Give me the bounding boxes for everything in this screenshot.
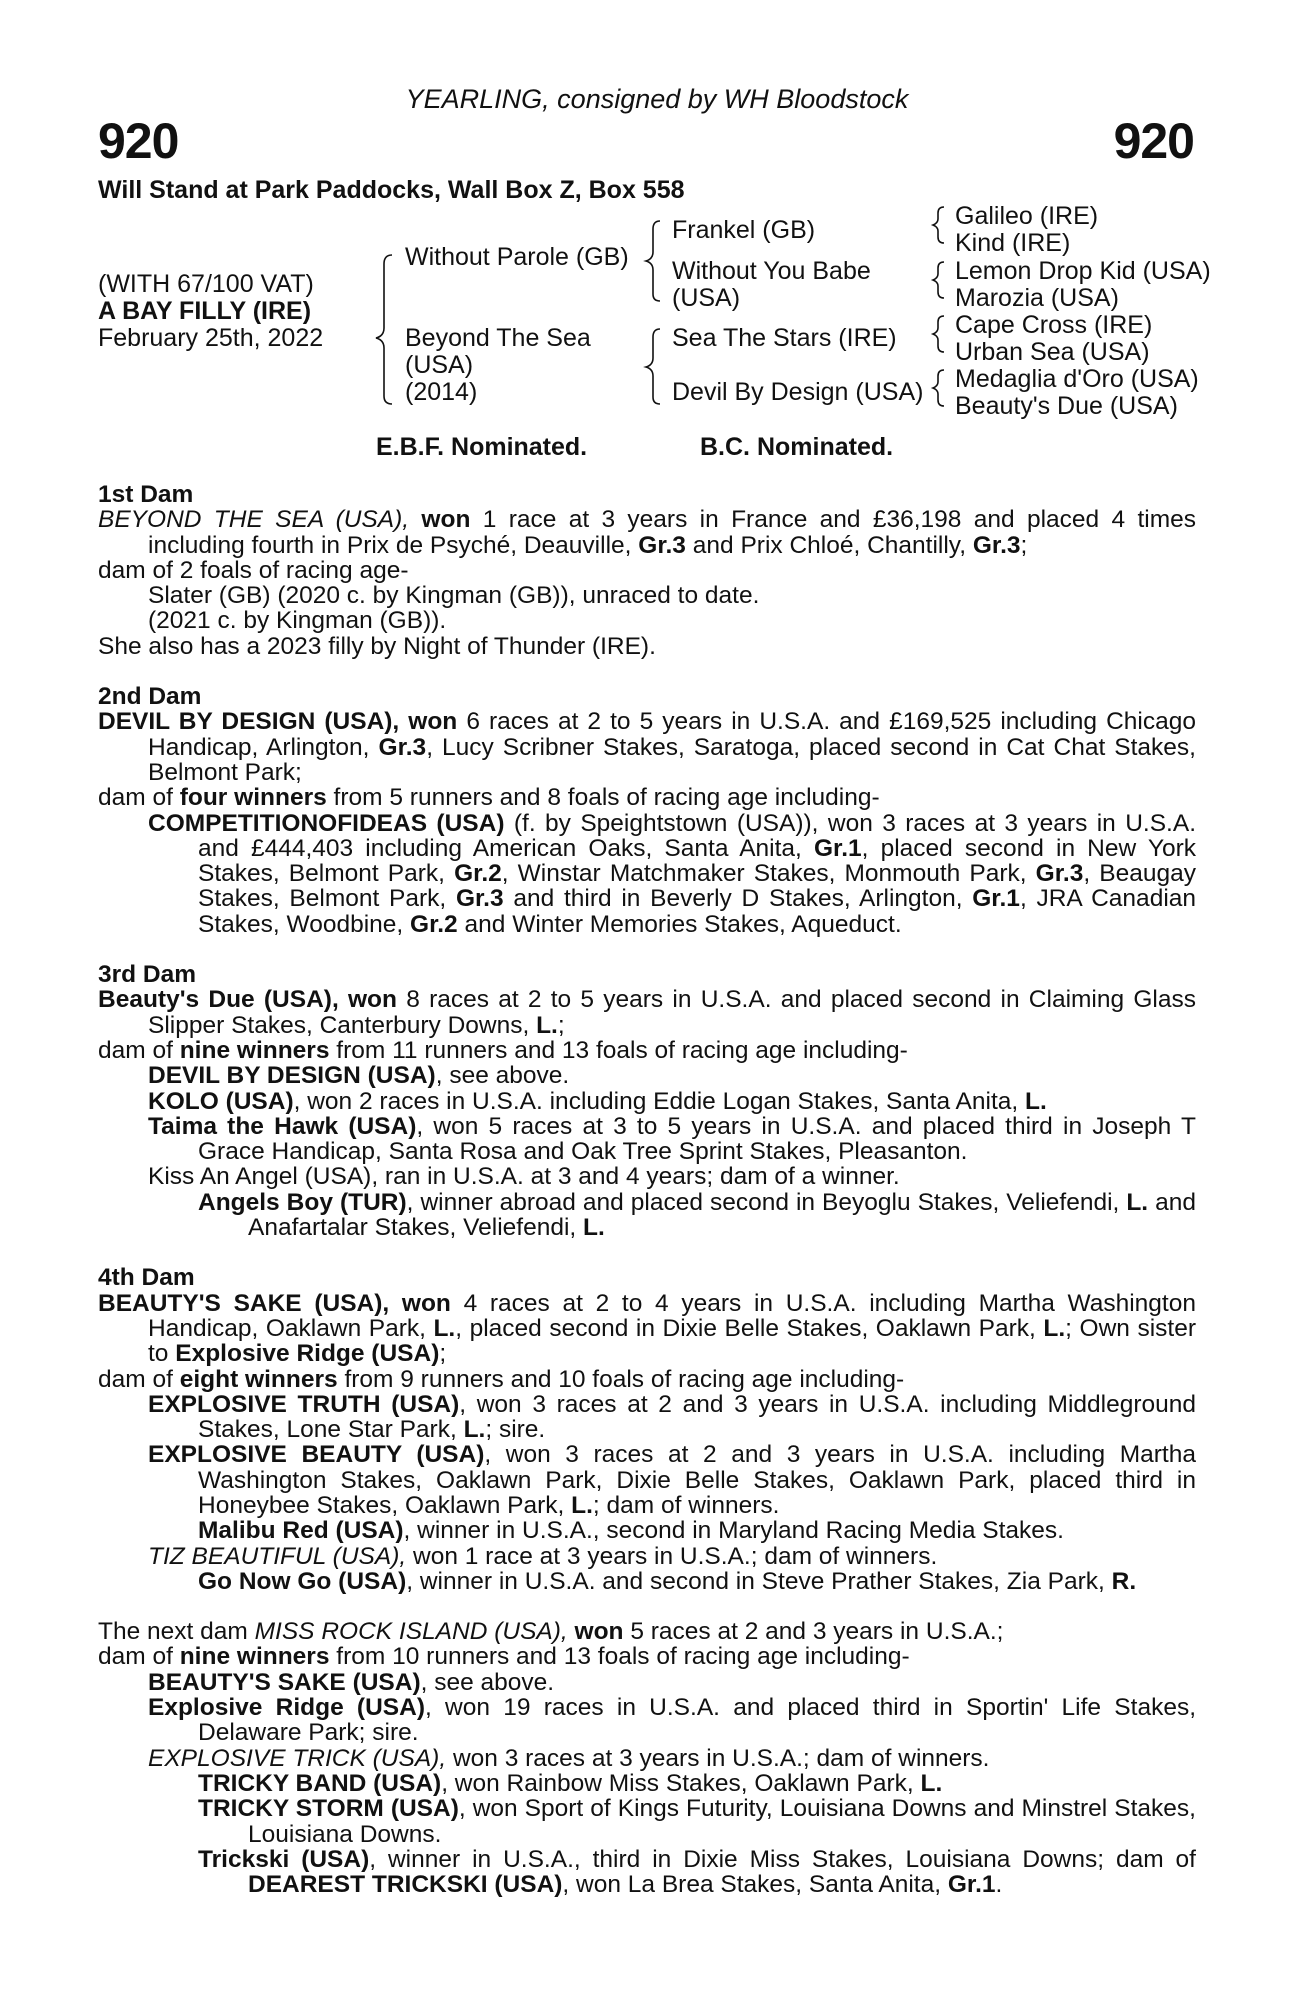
next-dam-name: MISS ROCK ISLAND (USA), xyxy=(254,1618,568,1646)
third-dam-record xyxy=(98,987,1196,1038)
text: dam of xyxy=(98,784,180,812)
produce-entry xyxy=(98,1089,1196,1114)
restricted-mark: R. xyxy=(1111,1567,1137,1595)
listed-mark: L. xyxy=(433,1314,456,1342)
produce-entry xyxy=(98,1190,1196,1241)
grade: Gr.3 xyxy=(638,531,686,559)
text: from 5 runners and 8 foals of racing age including- xyxy=(326,784,880,812)
third-dam-heading: 3rd Dam xyxy=(98,961,197,989)
listed-mark: L. xyxy=(920,1769,943,1797)
fourth-dam-name: BEAUTY'S SAKE (USA), xyxy=(98,1289,390,1317)
won-label: won xyxy=(401,1289,451,1317)
listed-mark: L. xyxy=(1025,1087,1047,1115)
text: , see above. xyxy=(420,1668,555,1696)
text: , Winstar Matchmaker Stakes, Monmouth Park, xyxy=(501,860,1036,888)
winners-count: four winners xyxy=(179,784,327,812)
won-label: won xyxy=(574,1618,624,1646)
winners-count: eight winners xyxy=(179,1365,338,1393)
produce-entry xyxy=(98,1796,1196,1847)
brace-gen2-dam xyxy=(646,329,660,404)
text: , JRA Canadian Stakes, Woodbine, xyxy=(198,885,1197,938)
pedigree-gen3-8: Beauty's Due (USA) xyxy=(955,392,1178,420)
grade: Gr.1 xyxy=(972,885,1020,913)
lot-number-right: 920 xyxy=(1113,113,1194,169)
bc-nominated: B.C. Nominated. xyxy=(700,433,894,461)
horse-name: BEAUTY'S SAKE (USA) xyxy=(148,1668,421,1696)
produce-entry xyxy=(98,1569,1196,1594)
text: won 3 races at 3 years in U.S.A.; dam of winners. xyxy=(446,1744,990,1772)
fourth-dam-section xyxy=(98,1265,1196,1594)
pedigree-gen3-1: Galileo (IRE) xyxy=(955,202,1099,230)
produce-entry xyxy=(98,1114,1196,1165)
text: , won 3 races at 2 and 3 years in U.S.A. including Middleground Stakes, Lone Star Park, xyxy=(198,1390,1196,1444)
horse-name: Go Now Go (USA) xyxy=(198,1567,407,1595)
first-dam-foal: (2021 c. by Kingman (GB)). xyxy=(148,607,447,635)
pedigree-gen3-3: Lemon Drop Kid (USA) xyxy=(955,257,1211,285)
pedigree-gen3-6: Urban Sea (USA) xyxy=(955,338,1150,366)
fourth-dam-produce-summary xyxy=(98,1367,1196,1392)
brace-gen3-4 xyxy=(933,370,944,406)
horse-name: TIZ BEAUTIFUL (USA), xyxy=(148,1542,407,1570)
text: , see above. xyxy=(435,1062,570,1090)
horse-name: TRICKY BAND (USA) xyxy=(198,1769,442,1797)
listed-mark: L. xyxy=(536,1011,558,1039)
brace-gen1 xyxy=(376,255,392,404)
produce-entry xyxy=(98,1771,1196,1796)
text: , won 2 races in U.S.A. including Eddie Logan Stakes, Santa Anita, xyxy=(293,1087,1025,1115)
produce-entry xyxy=(98,1670,1196,1695)
produce-entry xyxy=(98,1746,1196,1771)
text: ; xyxy=(557,1011,565,1039)
grade: Gr.1 xyxy=(813,834,862,862)
won-label: won xyxy=(347,986,397,1014)
pedigree-sire: Without Parole (GB) xyxy=(405,243,629,271)
text: ; Own sister to xyxy=(148,1314,1196,1368)
won-label: won xyxy=(421,506,471,534)
next-dam-section xyxy=(98,1619,1196,1897)
next-dam-produce-summary xyxy=(98,1644,1196,1669)
horse-name: COMPETITIONOFIDEAS (USA) xyxy=(148,809,505,837)
text: , won 3 races at 2 and 3 years in U.S.A. including Martha Washington Stakes, Oaklawn Park, Dixie Belle Stakes, Oaklawn Park, placed third in Honeybee Stakes, Oaklawn Park, xyxy=(198,1441,1196,1519)
winners-count: nine winners xyxy=(179,1643,330,1671)
text: dam of xyxy=(98,1036,180,1064)
second-dam-heading: 2nd Dam xyxy=(98,683,202,711)
text: won 1 race at 3 years in U.S.A.; dam of winners. xyxy=(406,1542,938,1570)
grade: Gr.3 xyxy=(1035,860,1084,888)
text: , winner in U.S.A., second in Maryland Racing Media Stakes. xyxy=(403,1517,1064,1545)
grade: Gr.2 xyxy=(410,910,458,938)
horse-name: Angels Boy (TUR) xyxy=(198,1188,407,1216)
second-dam-section xyxy=(98,684,1196,937)
first-dam-name: BEYOND THE SEA (USA), xyxy=(98,506,410,534)
ebf-nominated: E.B.F. Nominated. xyxy=(376,433,588,461)
first-dam-note: She also has a 2023 filly by Night of Thunder (IRE). xyxy=(98,632,656,660)
text: and Anafartalar Stakes, Veliefendi, xyxy=(248,1188,1197,1242)
third-dam-name: Beauty's Due (USA), xyxy=(98,986,339,1014)
horse-name: TRICKY STORM (USA) xyxy=(198,1795,459,1823)
horse-name: DEAREST TRICKSKI (USA) xyxy=(248,1871,563,1899)
lot-number-left: 920 xyxy=(98,113,179,169)
listed-mark: L. xyxy=(463,1416,486,1444)
text: . xyxy=(995,1871,1003,1899)
text: from 10 runners and 13 foals of racing age including- xyxy=(329,1643,910,1671)
listed-mark: L. xyxy=(571,1491,593,1519)
pedigree-dam-dam: Devil By Design (USA) xyxy=(672,378,924,406)
horse-name: EXPLOSIVE TRICK (USA), xyxy=(148,1744,447,1772)
text: (f. by Speightstown (USA)), won 3 races at 3 years in U.S.A. and £444,403 including American Oaks, Santa Anita, xyxy=(198,809,1196,862)
text: ; xyxy=(439,1340,447,1368)
text: from 9 runners and 10 foals of racing age including- xyxy=(337,1365,905,1393)
text: 1 race at 3 years in France and £36,198 and placed 4 times including fourth in Prix de Psyché, Deauville, xyxy=(148,506,1196,559)
grade: Gr.3 xyxy=(455,885,504,913)
brace-gen3-2 xyxy=(933,262,944,298)
consignment-heading: YEARLING, consigned by WH Bloodstock xyxy=(405,84,909,114)
text: and Prix Chloé, Chantilly, xyxy=(685,531,973,559)
grade: Gr.3 xyxy=(378,733,427,761)
grade: Gr.1 xyxy=(947,1871,996,1899)
produce-entry xyxy=(98,1442,1196,1518)
text: ; xyxy=(1020,531,1028,559)
text: , placed second in Dixie Belle Stakes, Oaklawn Park, xyxy=(455,1314,1044,1342)
first-dam-record xyxy=(98,507,1196,558)
horse-name: Taima the Hawk (USA) xyxy=(148,1112,417,1140)
text: 5 races at 2 and 3 years in U.S.A.; xyxy=(623,1618,1004,1646)
pedigree-dam-line3: (2014) xyxy=(405,378,478,406)
text: , winner abroad and placed second in Beyoglu Stakes, Veliefendi, xyxy=(406,1188,1127,1216)
horse-name: Explosive Ridge (USA) xyxy=(175,1340,440,1368)
text: , won Rainbow Miss Stakes, Oaklawn Park, xyxy=(441,1769,921,1797)
second-dam-record xyxy=(98,709,1196,785)
third-dam-produce-summary xyxy=(98,1038,1196,1063)
second-dam-produce-summary xyxy=(98,785,1196,810)
winners-count: nine winners xyxy=(179,1036,330,1064)
second-dam-name: DEVIL BY DESIGN (USA), xyxy=(98,708,400,736)
pedigree-sire-sire: Frankel (GB) xyxy=(672,216,816,244)
next-dam-record xyxy=(98,1619,1196,1644)
pedigree-gen3-5: Cape Cross (IRE) xyxy=(955,311,1153,339)
brace-gen3-1 xyxy=(933,207,944,243)
text: from 11 runners and 13 foals of racing age including- xyxy=(329,1036,908,1064)
listed-mark: L. xyxy=(1126,1188,1149,1216)
listed-mark: L. xyxy=(1043,1314,1066,1342)
fourth-dam-record xyxy=(98,1291,1196,1367)
first-dam-section xyxy=(98,482,1196,659)
text: 8 races at 2 to 5 years in U.S.A. and placed second in Claiming Glass Slipper Stakes, Canterbury Downs, xyxy=(148,986,1196,1039)
horse-name: Explosive Ridge (USA) xyxy=(148,1694,425,1722)
first-dam-foal: Slater (GB) (2020 c. by Kingman (GB)), unraced to date. xyxy=(148,582,760,610)
pedigree-dam-line1: Beyond The Sea xyxy=(405,324,591,352)
text: , won 19 races in U.S.A. and placed third in Sportin' Life Stakes, Delaware Park; sire. xyxy=(198,1694,1196,1747)
horse-name: EXPLOSIVE TRUTH (USA) xyxy=(148,1390,460,1418)
third-dam-section xyxy=(98,962,1196,1240)
first-dam-produce-summary: dam of 2 foals of racing age- xyxy=(98,556,409,584)
produce-entry xyxy=(98,1695,1196,1746)
text: , won Sport of Kings Futurity, Louisiana Downs and Minstrel Stakes, Louisiana Downs. xyxy=(248,1795,1196,1848)
produce-entry xyxy=(98,811,1196,937)
won-label: won xyxy=(408,708,458,736)
stand-location: Will Stand at Park Paddocks, Wall Box Z, Box 558 xyxy=(98,176,685,204)
text: , winner in U.S.A., third in Dixie Miss Stakes, Louisiana Downs; dam of xyxy=(369,1845,1196,1873)
grade: Gr.3 xyxy=(972,531,1021,559)
pedigree-gen3-4: Marozia (USA) xyxy=(955,284,1119,312)
brace-gen3-3 xyxy=(933,316,944,352)
text: , placed second in New York Stakes, Belmont Park, xyxy=(198,834,1196,888)
listed-mark: L. xyxy=(583,1214,605,1242)
text: and third in Beverly D Stakes, Arlington, xyxy=(503,885,973,913)
text: 4 races at 2 to 4 years in U.S.A. including Martha Washington Handicap, Oaklawn Park, xyxy=(148,1289,1196,1342)
text: 6 races at 2 to 5 years in U.S.A. and £169,525 including Chicago Handicap, Arlington, xyxy=(148,708,1196,761)
grade: Gr.2 xyxy=(454,860,502,888)
text: , Lucy Scribner Stakes, Saratoga, placed second in Cat Chat Stakes, Belmont Park; xyxy=(148,733,1196,786)
produce-entry xyxy=(98,1063,1196,1088)
horse-name: EXPLOSIVE BEAUTY (USA) xyxy=(148,1441,485,1469)
pedigree-sire-dam-line2: (USA) xyxy=(672,284,741,312)
produce-entry xyxy=(98,1847,1196,1898)
horse-name: DEVIL BY DESIGN (USA) xyxy=(148,1062,436,1090)
fourth-dam-heading: 4th Dam xyxy=(98,1264,195,1292)
pedigree-dam-line2: (USA) xyxy=(405,351,474,379)
text: , Beaugay Stakes, Belmont Park, xyxy=(198,860,1196,913)
foaling-date: February 25th, 2022 xyxy=(98,324,324,352)
horse-name: Trickski (USA) xyxy=(198,1845,370,1873)
text: The next dam xyxy=(98,1618,255,1646)
horse-name: KOLO (USA) xyxy=(148,1087,294,1115)
text: , winner in U.S.A. and second in Steve Prather Stakes, Zia Park, xyxy=(406,1567,1112,1595)
pedigree-gen3-2: Kind (IRE) xyxy=(955,229,1071,257)
first-dam-heading: 1st Dam xyxy=(98,481,194,508)
pedigree-dam-sire: Sea The Stars (IRE) xyxy=(672,324,897,352)
vat-note: (WITH 67/100 VAT) xyxy=(98,270,314,298)
produce-entry xyxy=(98,1544,1196,1569)
catalogue-body xyxy=(98,482,1196,1922)
lot-title: A BAY FILLY (IRE) xyxy=(98,297,312,325)
text: ; dam of winners. xyxy=(592,1491,780,1519)
produce-entry: Kiss An Angel (USA), ran in U.S.A. at 3 and 4 years; dam of a winner. xyxy=(148,1163,900,1191)
horse-name: Malibu Red (USA) xyxy=(198,1517,404,1545)
text: and Winter Memories Stakes, Aqueduct. xyxy=(457,910,902,938)
text: , won La Brea Stakes, Santa Anita, xyxy=(562,1871,948,1899)
pedigree-sire-dam-line1: Without You Babe xyxy=(672,257,871,285)
text: , won 5 races at 3 to 5 years in U.S.A. and placed third in Joseph T Grace Handicap, Santa Rosa and Oak Tree Sprint Stakes, Pleasanton. xyxy=(198,1112,1196,1166)
produce-entry xyxy=(98,1392,1196,1443)
text: dam of xyxy=(98,1365,180,1393)
brace-gen2-sire xyxy=(646,221,660,301)
pedigree-gen3-7: Medaglia d'Oro (USA) xyxy=(955,365,1199,393)
text: ; sire. xyxy=(485,1416,546,1444)
produce-entry xyxy=(98,1518,1196,1543)
text: dam of xyxy=(98,1643,180,1671)
